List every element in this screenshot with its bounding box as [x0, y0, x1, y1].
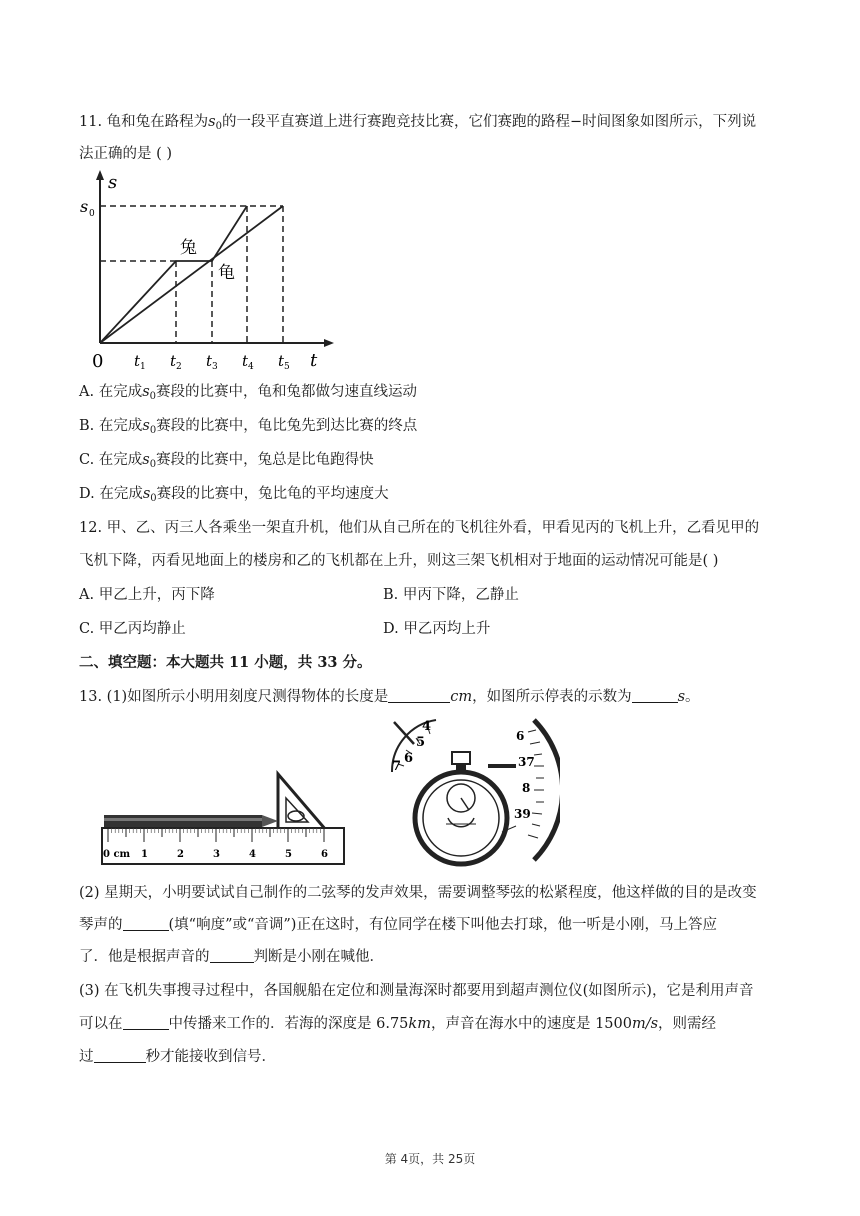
svg-text:5: 5 [285, 849, 292, 860]
tick-t4: t [242, 352, 249, 370]
tick-t1: t [134, 352, 141, 370]
q12-options-row2 [79, 619, 491, 639]
tick-t5: t [278, 352, 285, 370]
svg-text:4: 4 [249, 849, 256, 860]
q13-part3-line3: 过 秒才能接收到信号． [79, 1049, 276, 1065]
q13-part3-line2: 可以在 中传播来工作的．若海的深度是 6.75km，声音在海水中的速度是 1500m/s，则需经 [79, 1016, 717, 1032]
svg-text:6: 6 [404, 751, 414, 766]
q11-option-c: C. 在完成$s_0$赛段的比赛中，兔总是比龟跑得快 [79, 452, 374, 470]
q13-part3-line1: (3) 在飞机失事搜寻过程中，各国舰船在定位和测量海深时都要用到超声测位仪(如图所示)，它是利用声音 [79, 983, 754, 999]
var-s-sub: 0 [215, 121, 222, 132]
q11-text-b: 的一段平直赛道上进行赛跑竞技比赛，它们赛跑的路程−时间图象如图所示，下列说 [222, 114, 757, 130]
s0-sub: 0 [89, 209, 95, 219]
hare-label: 兔 [180, 238, 197, 258]
var-s: s [208, 114, 216, 130]
q13-part2-line2: 琴声的 (填“响度”或“音调”)正在这时，有位同学在楼下叫他去打球，他一听是小刚，马上答应 [79, 917, 717, 933]
svg-text:4: 4 [248, 362, 254, 372]
svg-text:1: 1 [140, 362, 146, 372]
y-axis-label: s [108, 172, 118, 193]
svg-text:7: 7 [392, 759, 402, 774]
svg-text:5: 5 [284, 362, 290, 372]
svg-text:2: 2 [177, 849, 184, 860]
q11-option-a: A. 在完成$s_0$赛段的比赛中，龟和兔都做匀速直线运动 [79, 384, 418, 402]
t-axis-label: t [310, 350, 318, 371]
q12-options-row1 [79, 585, 519, 605]
q13-part2-line3: 了．他是根据声音的 判断是小刚在喊他． [79, 949, 384, 965]
ruler-zero-label: 0 cm [103, 849, 131, 860]
answer-blank-time[interactable] [94, 1048, 146, 1063]
s0-label: s [80, 197, 89, 216]
stopwatch-figure [384, 714, 560, 870]
svg-text:5: 5 [416, 735, 426, 750]
q13-part1: 13. (1)如图所示小明用刻度尺测得物体的长度是 cm，如图所示停表的示数为 s。 [79, 689, 700, 705]
svg-text:6: 6 [321, 849, 328, 860]
tick-t3: t [206, 352, 213, 370]
q12-stem-line2: 飞机下降，丙看见地面上的楼房和乙的飞机都在上升，则这三架飞机相对于地面的运动情况可能是( ) [79, 553, 719, 569]
q12-option-b: B. 甲丙下降，乙静止 [383, 587, 519, 603]
svg-text:4: 4 [422, 719, 432, 734]
svg-text:37: 37 [518, 755, 535, 769]
q11-stem-line2: 法正确的是 ( ) [79, 146, 173, 162]
distance-time-graph [78, 168, 340, 378]
q12-option-c: C. 甲乙丙均静止 [79, 621, 186, 637]
svg-text:39: 39 [514, 807, 531, 821]
ruler-figure [100, 770, 350, 866]
svg-text:6: 6 [516, 729, 525, 743]
q12-stem-line1: 12. 甲、乙、丙三人各乘坐一架直升机，他们从自己所在的飞机往外看，甲看见丙的飞机上升，乙看见甲的 [79, 520, 760, 536]
svg-text:2: 2 [176, 362, 182, 372]
page-number: 第 4页，共 25页 [384, 1152, 476, 1166]
q11-stem-line1 [79, 112, 756, 137]
q13-part2-line1: (2) 星期天，小明要试试自己制作的二弦琴的发声效果，需要调整琴弦的松紧程度，他这样做的目的是改变 [79, 885, 757, 901]
origin-label: 0 [92, 351, 104, 372]
q12-option-a: A. 甲乙上升，丙下降 [79, 587, 215, 603]
tick-t2: t [170, 352, 177, 370]
svg-text:1: 1 [141, 849, 148, 860]
q12-option-d: D. 甲乙丙均上升 [383, 621, 491, 637]
q11-option-d: D. 在完成$s_0$赛段的比赛中，兔比龟的平均速度大 [79, 486, 389, 504]
tortoise-label: 龟 [218, 263, 235, 283]
svg-text:3: 3 [212, 362, 218, 372]
answer-blank-medium[interactable] [123, 1015, 169, 1030]
answer-blank-stopwatch[interactable] [632, 688, 678, 703]
answer-blank-length[interactable] [388, 688, 450, 703]
section-heading: 二、填空题：本大题共 11 小题，共 33 分。 [79, 654, 372, 671]
q11-option-b: B. 在完成$s_0$赛段的比赛中，龟比兔先到达比赛的终点 [79, 418, 418, 436]
q11-text-a: 11. 龟和兔在路程为 [79, 114, 209, 130]
answer-blank-pitch[interactable] [123, 916, 169, 931]
answer-blank-timbre[interactable] [210, 948, 254, 963]
svg-text:8: 8 [522, 781, 531, 795]
svg-text:3: 3 [213, 849, 220, 860]
